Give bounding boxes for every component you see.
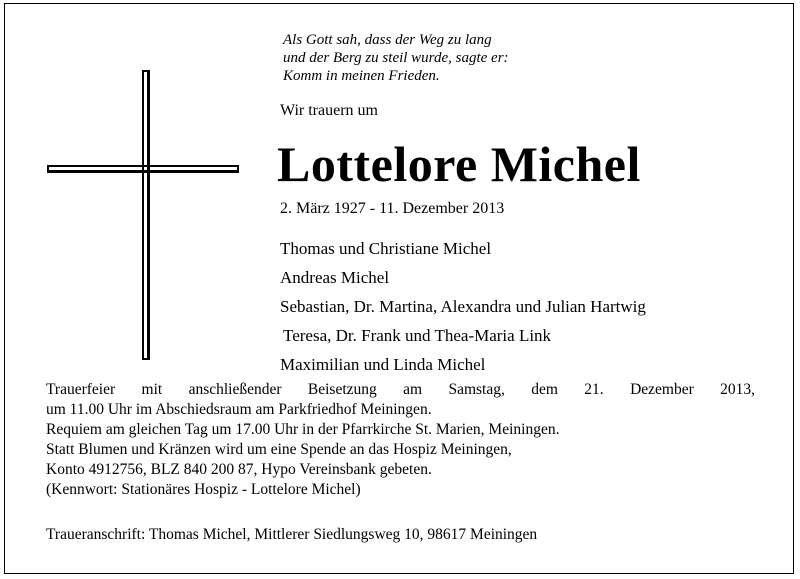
requiem-info: Requiem am gleichen Tag um 17.00 Uhr in der Pfarrkirche St. Marien, Meiningen. bbox=[46, 421, 560, 438]
mourning-address: Traueranschrift: Thomas Michel, Mittlerer Siedlungsweg 10, 98617 Meiningen bbox=[46, 526, 538, 543]
mourner-entry: Maximilian und Linda Michel bbox=[280, 355, 486, 374]
latin-cross-icon bbox=[47, 70, 247, 370]
donation-info: Konto 4912756, BLZ 840 200 87, Hypo Vereinsbank gebeten. bbox=[46, 461, 432, 478]
funeral-info: um 11.00 Uhr im Abschiedsraum am Parkfriedhof Meiningen. bbox=[46, 401, 432, 418]
verse-quote bbox=[283, 31, 613, 85]
service-details bbox=[46, 380, 755, 500]
deceased-name: Lottelore Michel bbox=[277, 136, 641, 192]
mourner-entry: Sebastian, Dr. Martina, Alexandra und Julian Hartwig bbox=[280, 297, 646, 316]
verse-line: Komm in meinen Frieden. bbox=[283, 68, 440, 84]
donation-info: (Kennwort: Stationäres Hospiz - Lottelore Michel) bbox=[46, 481, 361, 498]
mourner-entry: Andreas Michel bbox=[280, 268, 390, 287]
donation-info: Statt Blumen und Kränzen wird um eine Spende an das Hospiz Meiningen, bbox=[46, 441, 512, 458]
funeral-info: Trauerfeier mit anschließender Beisetzung am Samstag, dem 21. Dezember 2013, bbox=[46, 381, 755, 398]
verse-line: und der Berg zu steil wurde, sagte er: bbox=[283, 50, 509, 66]
mourning-line: Wir trauern um bbox=[280, 102, 378, 119]
mourner-entry: Teresa, Dr. Frank und Thea-Maria Link bbox=[283, 326, 552, 345]
life-dates: 2. März 1927 - 11. Dezember 2013 bbox=[280, 200, 505, 217]
mourners-list bbox=[280, 234, 646, 379]
verse-line: Als Gott sah, dass der Weg zu lang bbox=[283, 32, 492, 48]
mourner-entry: Thomas und Christiane Michel bbox=[280, 239, 492, 258]
